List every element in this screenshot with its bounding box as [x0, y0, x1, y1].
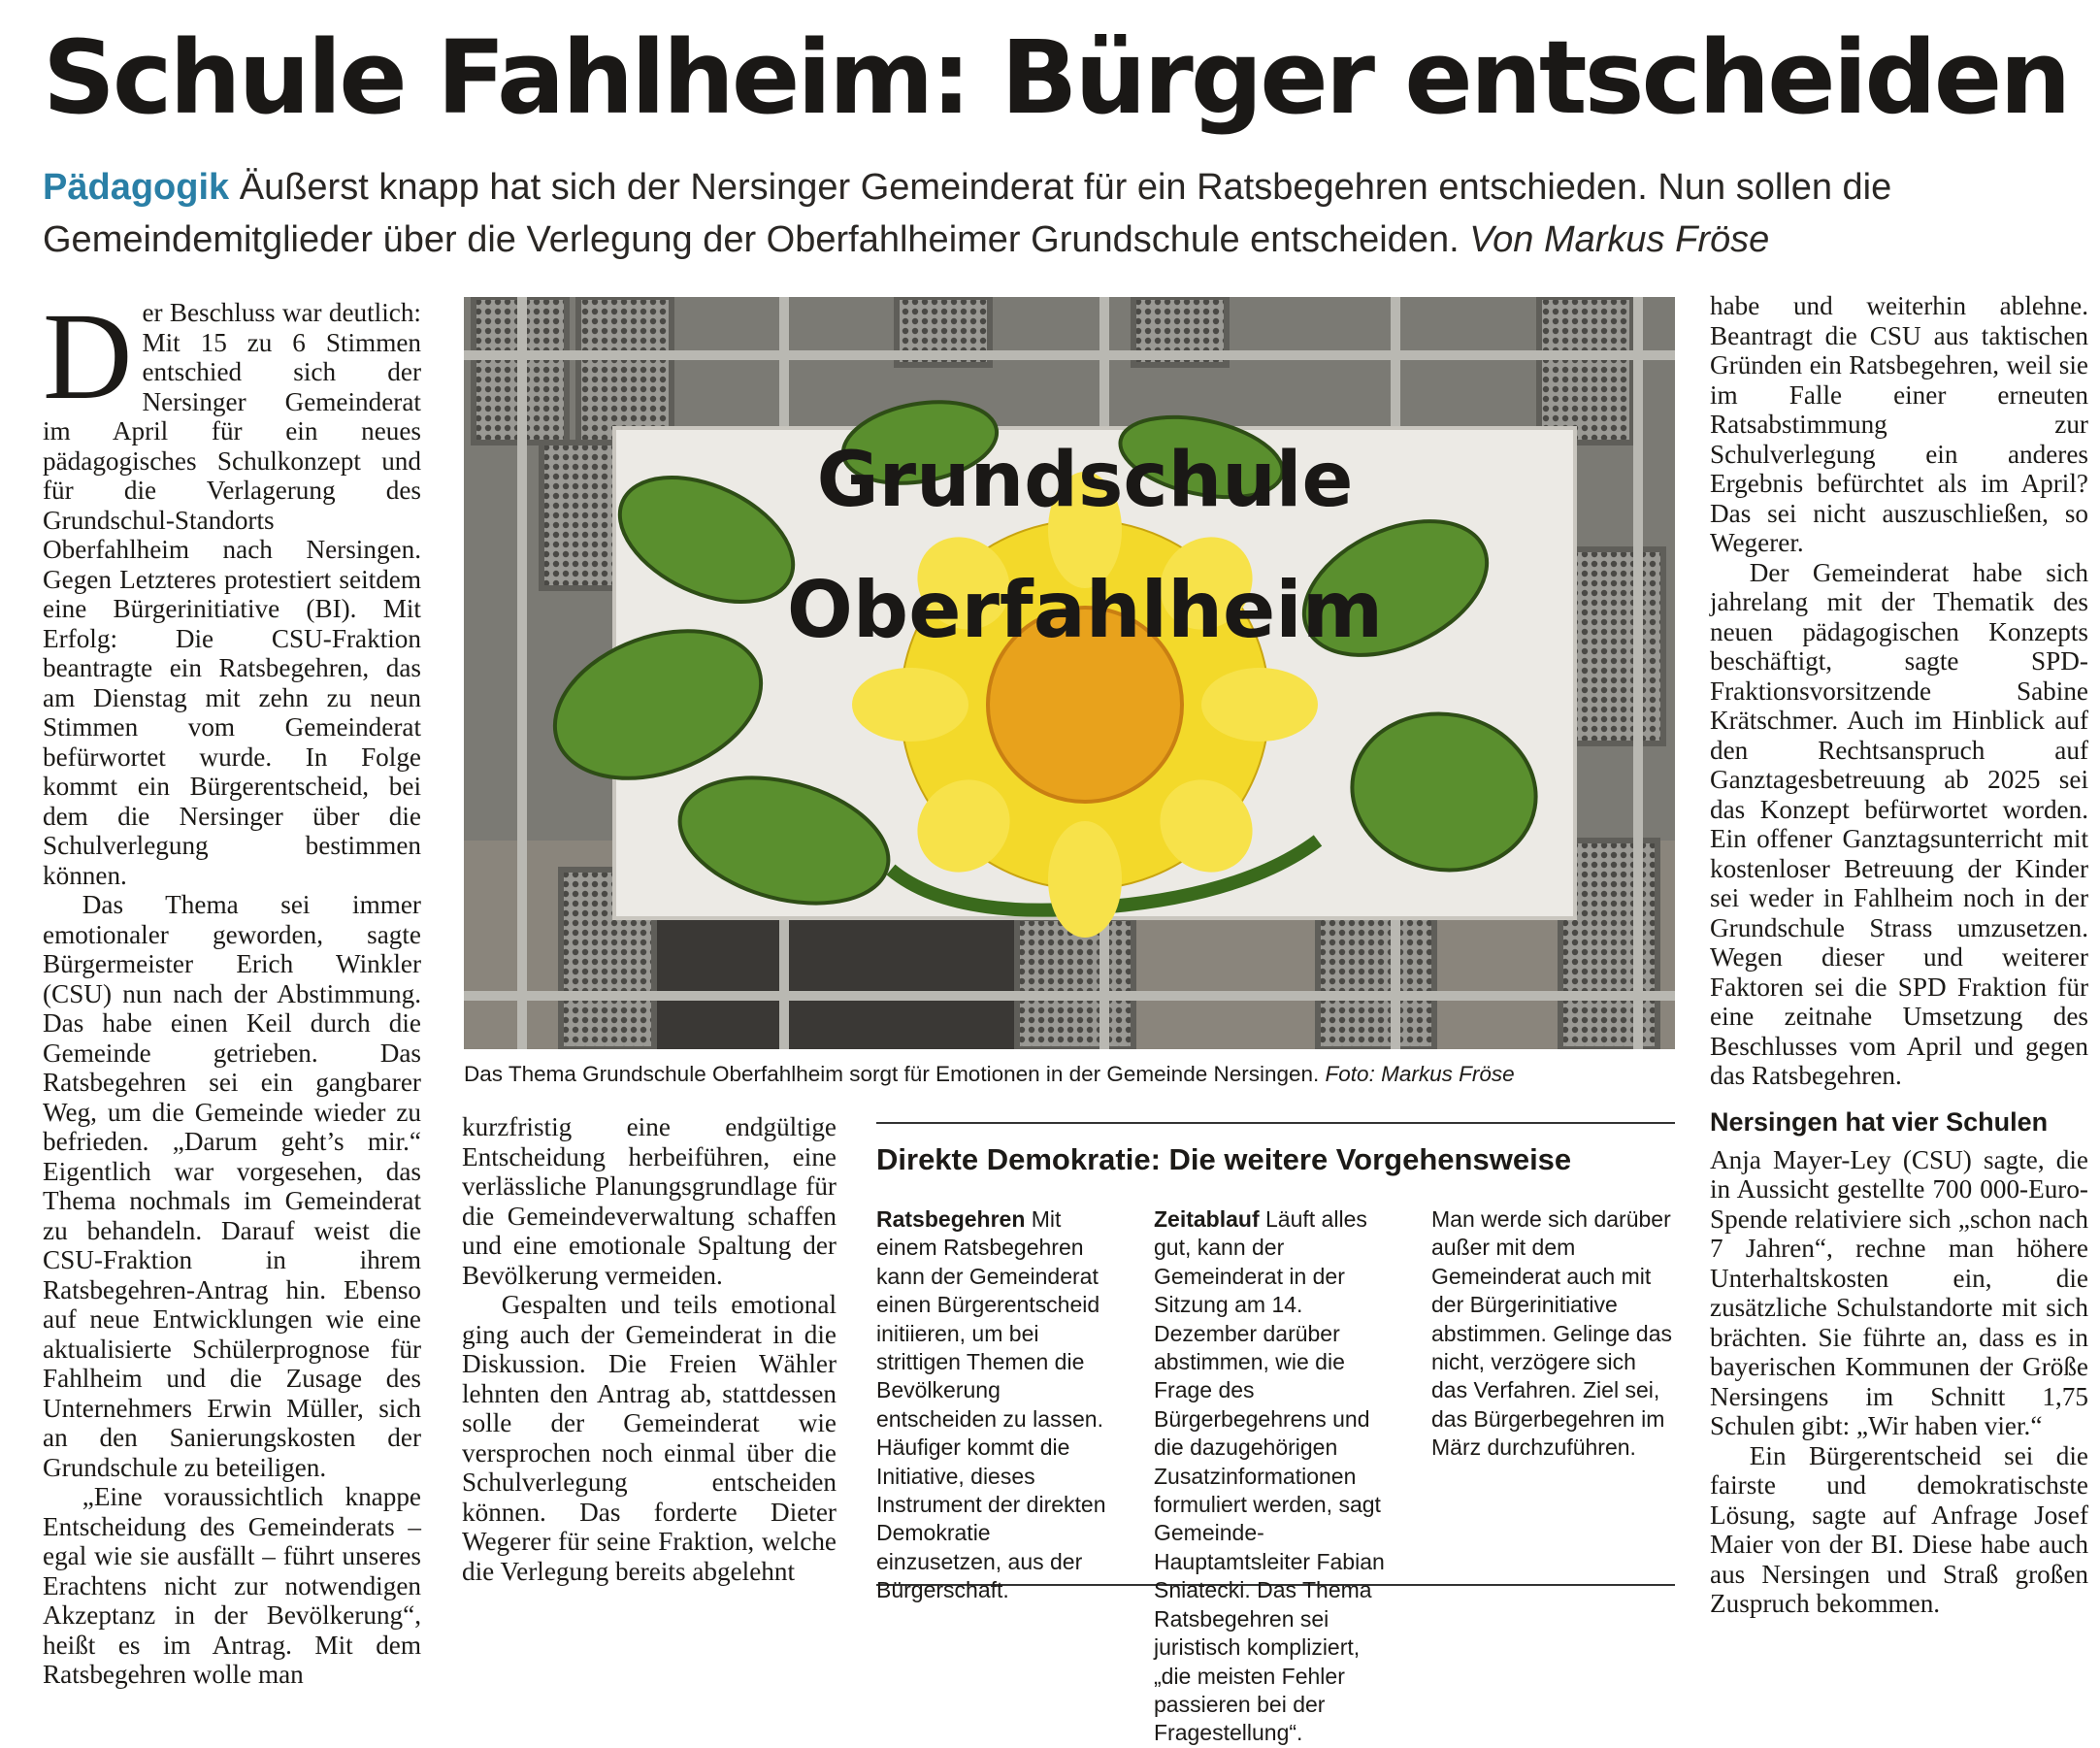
paragraph: kurzfristig eine endgültige Entscheidung herbeiführen, eine verlässliche Planungsgrundlage für die Gemeindeverwaltung schaffen und eine emotionale Spaltung der Bevölkerung vermeiden. — [462, 1112, 837, 1290]
author-byline: Von Markus Fröse — [1469, 219, 1770, 260]
article-column-2 — [462, 1112, 837, 1586]
info-text: Man werde sich darüber außer mit dem Gemeinderat auch mit der Bürgerinitiative abstimmen. Gelinge das nicht, verzögere sich das Verfahren. Ziel sei, das Bürgerbegehren im März durchzuführen. — [1431, 1206, 1673, 1461]
photo-credit: Foto: Markus Fröse — [1325, 1062, 1515, 1086]
caption-text: Das Thema Grundschule Oberfahlheim sorgt für Emotionen in der Gemeinde Nersingen. — [464, 1062, 1320, 1086]
paragraph: Anja Mayer-Ley (CSU) sagte, die in Aussicht gestellte 700 000-Euro-Spende relativiere sich „schon nach 7 Jahren“, rechne man höhere Unterhaltskosten ein, die zusätzliche Schulstandorte mit sich brächten. Sie führte an, dass es in bayerischen Kommunen der Größe Nersingens im Schnitt 1,75 Schulen gibt: „Wir haben vier.“ — [1710, 1144, 2088, 1440]
paragraph: Ein Bürgerentscheid sei die fairste und demokratischste Lösung, sagte auf Anfrage Josef Maier von der BI. Diese habe auch aus Nersingen und Straß großen Zuspruch bekommen. — [1710, 1440, 2088, 1618]
subheading: Nersingen hat vier Schulen — [1710, 1106, 2049, 1137]
sunflower-sign-photo — [464, 297, 1675, 1049]
deck — [43, 161, 2071, 266]
article-photo — [464, 297, 1675, 1049]
article-column-1 — [43, 287, 421, 1690]
info-box-column-1 — [876, 1205, 1117, 1605]
paragraph: Der Gemeinderat habe sich jahrelang mit der Thematik des neuen pädagogischen Konzepts beschäftigt, sagte SPD-Fraktionsvorsitzende Sabine Krätschmer. Auch im Hinblick auf den Rechtsanspruch auf Ganztagesbetreuung ab 2025 sei das Konzept befürwortet worden. Ein offener Ganztagsunterricht mit kostenloser Betreuung der Kinder sei weder in Fahlheim noch in der Grundschule Strass umzusetzen. Wegen dieser und weiterer Faktoren sei die SPD Fraktion für eine zeitnahe Umsetzung des Beschlusses vom April und gegen das Ratsbegehren. — [1710, 557, 2088, 1090]
info-label-zeitablauf: Zeitablauf — [1154, 1206, 1260, 1232]
info-text: Mit einem Ratsbegehren kann der Gemeinderat einen Bürgerentscheid initiieren, um bei strittigen Themen die Bevölkerung entscheiden zu lassen. Häufiger kommt die Initiative, dieses Instrument der direkten Demokratie einzusetzen, aus der Bürgerschaft. — [876, 1206, 1106, 1603]
headline: Schule Fahlheim: Bürger entscheiden — [43, 18, 2069, 137]
sign-text-line2: Oberfahlheim — [786, 565, 1384, 655]
info-box — [876, 1122, 1675, 1746]
paragraph: er Beschluss war deutlich: Mit 15 zu 6 Stimmen entschied sich der Nersinger Gemeinderat im April für ein neues pädagogisches Schulkonzept und für die Verlagerung des Grundschul-Standorts Oberfahlheim nach Nersingen. Gegen Letzteres protestiert seitdem eine Bürgerinitiative (BI). Mit Erfolg: Die CSU-Fraktion beantragte ein Ratsbegehren, das am Dienstag mit zehn zu neun Stimmen vom Gemeinderat befürwortet wurde. In Folge kommt ein Bürgerentscheid, bei dem die Nersinger über die Schulverlegung bestimmen können. — [43, 298, 421, 890]
sign-text-line1: Grundschule — [816, 437, 1354, 524]
paragraph: Gespalten und teils emotional ging auch der Gemeinderat in die Diskussion. Die Freien Wähler lehnten den Antrag ab, stattdessen solle der Gemeinderat wie versprochen noch einmal über die Schulverlegung entscheiden können. Das forderte Dieter Wegerer für seine Fraktion, welche die Verlegung bereits abgelehnt — [462, 1290, 837, 1586]
info-box-column-2 — [1154, 1205, 1395, 1748]
drop-cap: D — [43, 287, 133, 425]
kicker: Pädagogik — [43, 167, 230, 208]
info-label-ratsbegehren: Ratsbegehren — [876, 1206, 1026, 1232]
deck-text: Äußerst knapp hat sich der Nersinger Gemeinderat für ein Ratsbegehren entschieden. Nun sollen die Gemeindemitglieder über die Verlegung der Oberfahlheimer Grundschule entscheiden. — [43, 167, 1892, 260]
article-column-5 — [1710, 291, 2088, 1619]
photo-caption — [464, 1060, 1675, 1089]
paragraph: Das Thema sei immer emotionaler geworden, sagte Bürgermeister Erich Winkler (CSU) nun nach der Abstimmung. Das habe einen Keil durch die Gemeinde getrieben. Das Ratsbegehren sei ein gangbarer Weg, um die Gemeinde wieder zu befrieden. „Darum geht’s mir.“ Eigentlich war vorgesehen, das Thema nochmals im Gemeinderat zu behandeln. Darauf weist die CSU-Fraktion in ihrem Ratsbegehren-Antrag hin. Ebenso auf neue Entwicklungen wie eine aktualisierte Schülerprognose für Fahlheim und die Zusage des Unternehmers Erwin Müller, sich an den Sanierungskosten der Grundschule zu beteiligen. — [43, 890, 421, 1482]
info-text: Läuft alles gut, kann der Gemeinderat in der Sitzung am 14. Dezember darüber abstimmen, wie die Frage des Bürgerbegehrens und die dazugehörigen Zusatzinformationen formuliert werden, sagt Gemeinde-Hauptamtsleiter Fabian Sniatecki. Das Thema Ratsbegehren sei juristisch kompliziert, „die meisten Fehler passieren bei der Fragestellung“. — [1154, 1206, 1385, 1746]
info-box-column-3 — [1431, 1205, 1672, 1463]
info-box-title: Direkte Demokratie: Die weitere Vorgehensweise — [876, 1142, 1572, 1176]
paragraph: „Eine voraussichtlich knappe Entscheidung des Gemeinderats – egal wie sie ausfällt – führt unseres Erachtens nicht zur notwendigen Akzeptanz in der Bevölkerung“, heißt es im Antrag. Mit dem Ratsbegehren wolle man — [43, 1482, 421, 1689]
paragraph: habe und weiterhin ablehne. Beantragt die CSU aus taktischen Gründen ein Ratsbegehren, weil sie im Falle einer erneuten Ratsabstimmung zur Schulverlegung ein anderes Ergebnis befürchtet als im April? Das sei nicht auszuschließen, so Wegerer. — [1710, 291, 2088, 557]
